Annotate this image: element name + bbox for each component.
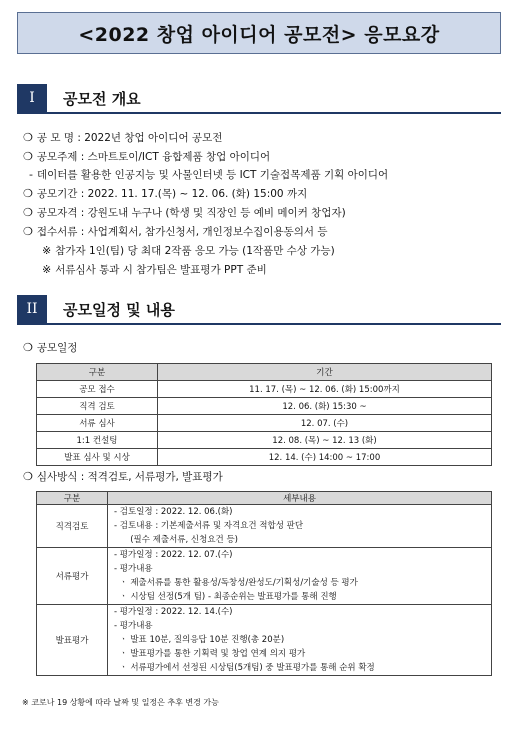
schedule-heading: ❍ 공모일정 bbox=[23, 341, 78, 354]
overview-text: 공모기간 : 2022. 11. 17.(목) ~ 12. 06. (화) 15:00 까지 bbox=[36, 188, 308, 200]
schedule-stage: 1:1 컨설팅 bbox=[37, 432, 158, 449]
schedule-period: 12. 06. (화) 15:30 ~ bbox=[158, 398, 492, 415]
table-header: 세부내용 bbox=[108, 492, 492, 505]
bullet: ❍ bbox=[23, 341, 33, 354]
review-details bbox=[108, 548, 492, 605]
schedule-period: 12. 07. (수) bbox=[158, 415, 492, 432]
table-row bbox=[37, 449, 492, 466]
bullet: ❍ bbox=[23, 206, 33, 219]
schedule-stage: 직격 검토 bbox=[37, 398, 158, 415]
bullet: ❍ bbox=[23, 187, 33, 200]
detail-line: ㆍ 발표 10분, 질의응답 10분 진행(총 20분) bbox=[114, 635, 285, 645]
detail-line: ㆍ 서류평가에서 선정된 시상팀(5개팀) 중 발표평가를 통해 순위 확정 bbox=[114, 663, 375, 673]
detail-line: - 평가내용 bbox=[114, 564, 153, 574]
section-number: II bbox=[17, 295, 47, 323]
review-category: 직격검토 bbox=[37, 505, 108, 548]
table-row bbox=[37, 548, 492, 605]
detail-line: - 평가일정 : 2022. 12. 07.(수) bbox=[114, 550, 233, 560]
table-header: 구분 bbox=[37, 364, 158, 381]
overview-text: 참가자 1인(팀) 당 최대 2작품 응모 가능 (1작품만 수상 가능) bbox=[55, 245, 335, 257]
overview-text: 데이터를 활용한 인공지능 및 사물인터넷 등 ICT 기술접목제품 기획 아이디어 bbox=[36, 169, 389, 181]
review-heading: ❍ 심사방식 : 적격검토, 서류평가, 발표평가 bbox=[23, 470, 223, 483]
detail-line: ㆍ 제출서류를 통한 활용성/독창성/완성도/기획성/기술성 등 평가 bbox=[114, 578, 358, 588]
bullet: ※ bbox=[42, 244, 52, 257]
bullet: ❍ bbox=[23, 150, 33, 163]
table-row bbox=[37, 398, 492, 415]
section-title: 공모일정 및 내용 bbox=[63, 300, 175, 319]
detail-line: ㆍ 발표평가를 통한 기획력 및 창업 연계 의지 평가 bbox=[114, 649, 306, 659]
section-divider bbox=[17, 323, 501, 325]
review-category: 발표평가 bbox=[37, 605, 108, 676]
overview-line bbox=[42, 243, 335, 258]
detail-line: ㆍ 시상팀 선정(5개 팀) - 최종순위는 발표평가를 통해 진행 bbox=[114, 592, 337, 602]
bullet: - bbox=[29, 168, 33, 181]
overview-line bbox=[29, 167, 388, 182]
overview-line bbox=[23, 186, 307, 201]
table-row bbox=[37, 505, 492, 548]
table-header: 기간 bbox=[158, 364, 492, 381]
detail-line: - 검토일정 : 2022. 12. 06.(화) bbox=[114, 507, 233, 517]
review-details bbox=[108, 605, 492, 676]
overview-line bbox=[23, 149, 270, 164]
schedule-period: 12. 14. (수) 14:00 ~ 17:00 bbox=[158, 449, 492, 466]
overview-text: 공모주제 : 스마트토이/ICT 융합제품 창업 아이디어 bbox=[36, 151, 271, 163]
overview-text: 공모자격 : 강원도내 누구나 (학생 및 직장인 등 예비 메이커 창업자) bbox=[36, 207, 346, 219]
overview-line bbox=[23, 224, 328, 239]
table-row bbox=[37, 381, 492, 398]
footnote: ※ 코로나 19 상황에 따라 날짜 및 일정은 추후 변경 가능 bbox=[22, 698, 219, 707]
detail-line: - 평가일정 : 2022. 12. 14.(수) bbox=[114, 607, 233, 617]
section-number: I bbox=[17, 84, 47, 112]
overview-line bbox=[23, 205, 346, 220]
section-header-schedule bbox=[17, 295, 501, 323]
overview-line bbox=[42, 262, 267, 277]
detail-line: (필수 제출서류, 신청요건 등) bbox=[114, 535, 238, 545]
section-title: 공모전 개요 bbox=[63, 89, 141, 108]
overview-text: 공 모 명 : 2022년 창업 아이디어 공모전 bbox=[36, 132, 223, 144]
schedule-table bbox=[36, 363, 492, 466]
page-title: <2022 창업 아이디어 공모전> 응모요강 bbox=[17, 12, 501, 54]
schedule-period: 12. 08. (목) ~ 12. 13 (화) bbox=[158, 432, 492, 449]
table-header: 구분 bbox=[37, 492, 108, 505]
schedule-stage: 서류 심사 bbox=[37, 415, 158, 432]
section-divider bbox=[17, 112, 501, 114]
review-category: 서류평가 bbox=[37, 548, 108, 605]
detail-line: - 검토내용 : 기본제출서류 및 자격요건 적합성 판단 bbox=[114, 521, 304, 531]
review-table bbox=[36, 491, 492, 676]
table-row bbox=[37, 432, 492, 449]
bullet: ❍ bbox=[23, 131, 33, 144]
table-row bbox=[37, 605, 492, 676]
schedule-stage: 발표 심사 및 시상 bbox=[37, 449, 158, 466]
review-details bbox=[108, 505, 492, 548]
bullet: ❍ bbox=[23, 225, 33, 238]
overview-text: 접수서류 : 사업계획서, 참가신청서, 개인정보수집이용동의서 등 bbox=[36, 226, 328, 238]
bullet: ※ bbox=[42, 263, 52, 276]
detail-line: - 평가내용 bbox=[114, 621, 153, 631]
bullet: ❍ bbox=[23, 470, 33, 483]
overview-line bbox=[23, 130, 222, 145]
schedule-period: 11. 17. (목) ~ 12. 06. (화) 15:00까지 bbox=[158, 381, 492, 398]
overview-text: 서류심사 통과 시 참가팀은 발표평가 PPT 준비 bbox=[55, 264, 267, 276]
schedule-stage: 공모 접수 bbox=[37, 381, 158, 398]
section-header-overview bbox=[17, 84, 501, 112]
table-row bbox=[37, 415, 492, 432]
